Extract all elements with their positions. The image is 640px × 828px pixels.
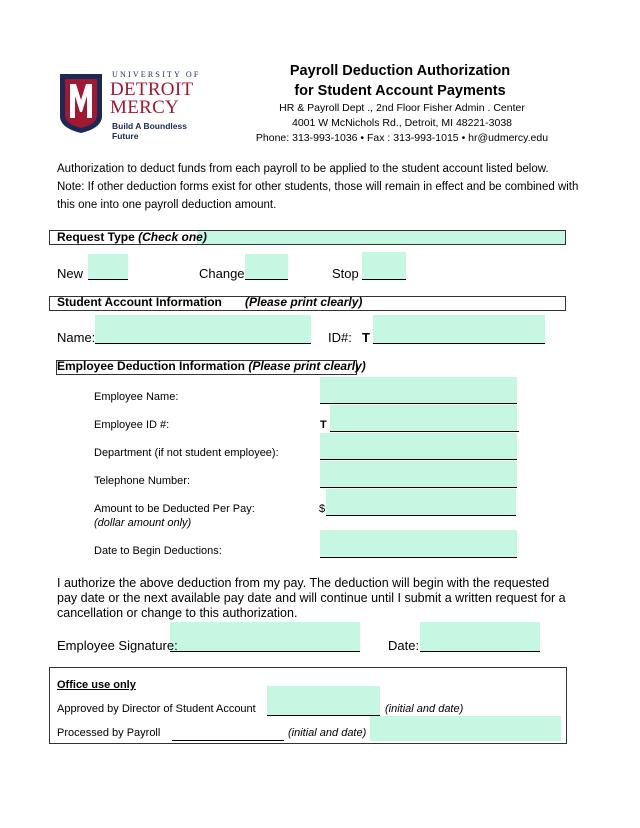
employee-name-label: Employee Name: <box>94 391 179 403</box>
signature-input[interactable] <box>170 622 360 652</box>
begin-date-label: Date to Begin Deductions: <box>94 545 222 557</box>
employee-name-underline <box>320 403 517 404</box>
authorization-line1: I authorize the above deduction from my pay. The deduction will begin with the requested <box>57 576 550 590</box>
student-id-prefix: T <box>362 330 370 345</box>
student-id-label: ID#: <box>328 330 352 345</box>
change-underline <box>245 279 288 280</box>
stop-label: Stop <box>332 266 359 281</box>
logo-university-of: UNIVERSITY OF <box>112 70 201 79</box>
intro-line1: Authorization to deduct funds from each payroll to be applied to the student account listed below. <box>57 163 549 175</box>
approved-by-suffix: (initial and date) <box>385 703 464 715</box>
processed-by-extra-field[interactable] <box>370 716 561 741</box>
approved-by-label: Approved by Director of Student Account <box>57 703 256 715</box>
processed-by-suffix: (initial and date) <box>288 727 367 739</box>
student-id-underline <box>373 343 545 344</box>
employee-id-underline <box>330 431 519 432</box>
stop-checkbox-field[interactable] <box>362 252 406 280</box>
employee-deduction-heading: Employee Deduction Information (Please print clearly) <box>57 359 366 373</box>
form-title-line1: Payroll Deduction Authorization <box>289 63 511 79</box>
begin-date-input[interactable] <box>320 530 517 558</box>
department-label: Department (if not student employee): <box>94 447 279 459</box>
stop-underline <box>362 279 406 280</box>
new-checkbox-field[interactable] <box>88 254 128 280</box>
address-line2: 4001 W McNichols Rd., Detroit, MI 48221-3038 <box>291 117 512 129</box>
student-account-heading: Student Account Information <box>57 295 222 309</box>
authorization-line3: cancellation or change to this authorization. <box>57 606 298 620</box>
processed-by-label: Processed by Payroll <box>57 727 161 739</box>
office-use-heading: Office use only <box>57 679 136 691</box>
university-logo <box>56 70 206 141</box>
signature-label: Employee Signature: <box>57 638 178 653</box>
employee-name-input[interactable] <box>320 377 517 404</box>
signature-date-input[interactable] <box>420 622 540 652</box>
change-checkbox-field[interactable] <box>245 254 288 280</box>
signature-underline <box>170 651 360 652</box>
employee-id-label: Employee ID #: <box>94 419 170 431</box>
processed-by-underline <box>172 740 284 741</box>
amount-label: Amount to be Deducted Per Pay: <box>94 503 255 515</box>
new-label: New <box>57 266 84 281</box>
amount-sublabel: (dollar amount only) <box>94 517 192 529</box>
student-name-label: Name: <box>57 330 96 345</box>
address-line3: Phone: 313-993-1036 • Fax : 313-993-1015 • hr@udmercy.edu <box>255 132 549 144</box>
department-input[interactable] <box>320 433 517 460</box>
employee-id-prefix: T <box>320 419 327 431</box>
logo-mercy: MERCY <box>110 97 180 118</box>
employee-id-input[interactable] <box>330 405 517 432</box>
intro-line3: this one into one payroll deduction amount. <box>57 199 277 211</box>
form-title-line2: for Student Account Payments <box>294 83 506 99</box>
telephone-underline <box>320 487 517 488</box>
signature-date-label: Date: <box>388 638 420 653</box>
telephone-input[interactable] <box>320 461 517 488</box>
detroit-mercy-shield-icon <box>56 72 106 134</box>
intro-line2: Note: If other deduction forms exist for other students, those will remain in effect and be combined with <box>57 181 579 193</box>
change-label: Change <box>199 266 245 281</box>
logo-tagline: Build A Boundless Future <box>112 121 187 141</box>
approved-by-input[interactable] <box>267 686 380 716</box>
amount-dollar-prefix: $ <box>319 503 326 515</box>
new-underline <box>88 279 128 280</box>
request-type-heading: Request Type (Check one) <box>57 230 207 244</box>
student-account-subheading: (Please print clearly) <box>245 295 363 309</box>
address-line1: HR & Payroll Dept ., 2nd Floor Fisher Admin . Center <box>279 102 525 114</box>
authorization-line2: pay date or the next available pay date and will continue until I submit a written request for a <box>57 591 566 605</box>
amount-underline <box>326 515 516 516</box>
telephone-label: Telephone Number: <box>94 475 191 487</box>
student-name-input[interactable] <box>95 315 311 344</box>
begin-date-underline <box>320 557 517 558</box>
logo-detroit: DETROIT <box>110 79 194 100</box>
student-name-underline <box>95 343 311 344</box>
approved-by-underline <box>267 715 380 716</box>
amount-input[interactable] <box>326 489 516 516</box>
signature-date-underline <box>420 651 540 652</box>
student-id-input[interactable] <box>373 315 545 344</box>
department-underline <box>320 459 517 460</box>
